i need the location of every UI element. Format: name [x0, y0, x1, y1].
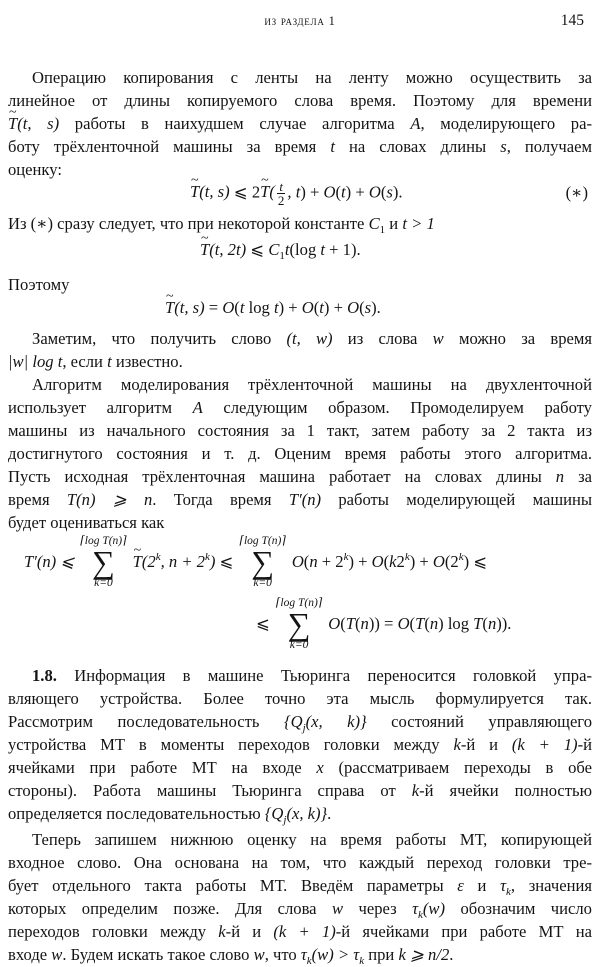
paragraph-line: достигнутого состояния и т. д. Оценим время работы этого алгоритма.	[8, 444, 592, 463]
paragraph-line: устройства МТ в моменты переходов головки между k-й и (k + 1)-й	[8, 735, 592, 754]
page-number: 145	[560, 12, 584, 29]
paragraph-line: Заметим, что получить слово (t, w) из слова w можно за время	[32, 329, 592, 348]
summation: ⌈log T(n)⌉ ∑ k=0	[80, 535, 127, 589]
paragraph-line: Рассмотрим последовательность {$Q_j(x$, k)} состояний управляющего	[8, 712, 592, 734]
section-number: 1.8.	[32, 666, 57, 685]
paragraph-line: машины из начального состояния за 1 такт, затем работу за 2 такта из	[8, 421, 592, 440]
paragraph-line: Операцию копирования с ленты на ленту можно осуществить за	[32, 68, 592, 87]
summation: ⌈log T(n)⌉ ∑ k=0	[239, 535, 286, 589]
paragraph-line: вляющего устройства. Более точно эта мысль формулируется так.	[8, 689, 592, 708]
equation-sum-line2: ⩽ ⌈log T(n)⌉ ∑ k=0 O(T(n)) = O(T(n) log T(n)).	[256, 597, 512, 651]
paragraph-line: Алгоритм моделирования трёхленточной машины на двухленточной	[32, 375, 592, 394]
paragraph-line: ячейками при работе МТ на входе x (рассматриваем переходы в обе	[8, 758, 592, 777]
paragraph-line: использует алгоритм A следующим образом. Промоделируем работу	[8, 398, 592, 417]
paragraph-line: |w| log t, если t известно.	[8, 352, 183, 371]
paragraph-line: линейное от длины копируемого слова время. Поэтому для времени	[8, 91, 592, 110]
summation: ⌈log T(n)⌉ ∑ k=0	[275, 597, 323, 651]
running-header	[0, 12, 600, 34]
equation-bound: ~ T(t, 2t) ⩽ $C_1t(\log$ t + 1).	[200, 240, 361, 260]
paragraph-line: переходов головки между k-й и (k + 1)-й ячейками при работе МТ на	[8, 922, 592, 941]
paragraph-line: определяется последовательностью {$Q_j(x$, k)}.	[8, 804, 332, 826]
equation-tag: (∗)	[565, 183, 588, 202]
paragraph-line: оценку:	[8, 160, 62, 179]
equation-star: ~ T(t, s) ⩽ 2~ T( $\frac{t}{2}$ , t) + O(t) + O(s).	[190, 180, 403, 207]
paragraph-line: боту трёхленточной машины за время t на словах длины s, получаем	[8, 137, 592, 156]
paragraph-line: входное слово. Она основана на том, что каждый переход головки тре-	[8, 853, 592, 872]
paragraph-line: 1.8. Информация в машине Тьюринга переносится головкой упра-	[32, 666, 592, 685]
equation-sum-line1: T′(n) ⩽ ⌈log T(n)⌉ ∑ k=0 ~ T(2$^k$, $n + 2^k$) ⩽ ⌈log T(n)⌉ ∑ k=0 $O(n + 2^k) + O(k2^k) + O(2^k)$ ⩽	[24, 532, 487, 592]
math-inline: ~ T(t, s)	[8, 114, 59, 133]
paragraph-line: входе w. Будем искать такое слово w, что $\tau_k(w) > \tau_k$ при k ⩾ n/2.	[8, 945, 454, 967]
equation-estimate: ~ T(t, s) = O(t log t) + O(t) + O(s).	[165, 298, 381, 318]
paragraph-line: ~ T(t, s) работы в наихудшем случае алгоритма A, моделирующего ра-	[8, 114, 592, 134]
paragraph-line: время T(n) ⩾ n. Тогда время T′(n) работы моделирующей машины	[8, 490, 593, 509]
paragraph-line: стороны). Работа машины Тьюринга справа от k-й ячейки полностью	[8, 781, 593, 800]
paragraph-line: Поэтому	[8, 275, 70, 294]
paragraph-line: бует отдельного такта работы МТ. Введём параметры ε и $\tau_k$, значения	[8, 876, 592, 898]
paragraph-line: которых определим позже. Для слова w через $\tau_k(w)$ обозначим число	[8, 899, 592, 921]
paragraph-line: Пусть исходная трёхленточная машина работает на словах длины n за	[8, 467, 592, 486]
paragraph-line: Теперь запишем нижнюю оценку на время работы МТ, копирующей	[32, 830, 592, 849]
running-title: из раздела 1	[264, 14, 336, 28]
paragraph-line: Из (∗) сразу следует, что при некоторой константе $C_1$ и t > 1	[8, 214, 435, 236]
paragraph-line: будет оцениваться как	[8, 513, 165, 532]
